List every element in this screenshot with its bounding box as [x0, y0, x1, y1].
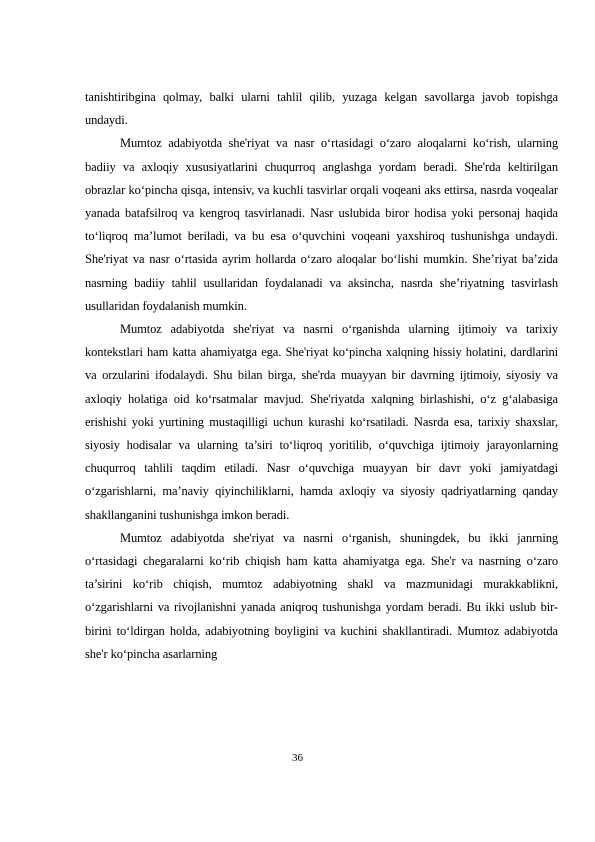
paragraph-poetry-prose-relations: Mumtoz adabiyotda she'riyat va nasr o‘rtasidagi o‘zaro aloqalarni ko‘rish, ularning badiiy va axloqiy xususiyatlarini chuqurroq anglashga yordam beradi. She'rda keltirilgan obrazlar ko‘pincha qisqa, intensiv, va kuchli tasvirlar orqali voqeani aks ettirsa, nasrda voqealar yanada batafsilroq va kengroq tasvirlanadi. Nasr uslubida biror hodisa yoki personaj haqida to‘liqroq ma’lumot beriladi, va bu esa o‘quvchini voqeani yaxshiroq tushunishga undaydi. She'riyat va nasr o‘rtasida ayrim hollarda o‘zaro aloqalar bo‘lishi mumkin. She’riyat ba’zida nasrning badiiy tahlil usullaridan foydalanadi va aksincha, nasrda she’riyatning tasvirlash usullaridan foydalanish mumkin.	[85, 136, 558, 313]
paragraph-genre-boundaries: Mumtoz adabiyotda she'riyat va nasrni o‘rganish, shuningdek, bu ikki janrning o‘rtasidagi chegaralarni ko‘rib chiqish ham katta ahamiyatga ega. She'r va nasrning o‘zaro ta’sirini ko‘rib chiqish, mumtoz adabiyotning shakl va mazmunidagi murakkablikni, o‘zgarishlarni va rivojlanishni yanada aniqroq tushunishga yordam beradi. Bu ikki uslub bir-birini to‘ldirgan holda, adabiyotning boyligini va kuchini shakllantiradi. Mumtoz adabiyotda she'r ko‘pincha asarlarning	[85, 530, 558, 661]
page-number: 36	[292, 752, 303, 764]
page-body	[85, 86, 558, 666]
paragraph-social-historical-context: Mumtoz adabiyotda she'riyat va nasrni o‘rganishda ularning ijtimoiy va tarixiy kontekstlari ham katta ahamiyatga ega. She'riyat ko‘pincha xalqning hissiy holatini, dardlarini va orzularini ifodalaydi. Shu bilan birga, she'rda muayyan bir davrning ijtimoiy, siyosiy va axloqiy holatiga oid ko‘rsatmalar mavjud. She'riyatda xalqning birlashishi, o‘z g‘alabasiga erishishi yoki yurtining mustaqilligi uchun kurashi ko‘rsatiladi. Nasrda esa, tarixiy shaxslar, siyosiy hodisalar va ularning ta’siri to‘liqroq yoritilib, o‘quvchiga ijtimoiy jarayonlarning chuqurroq tahlili taqdim etiladi. Nasr o‘quvchiga muayyan bir davr yoki jamiyatdagi o‘zgarishlarni, ma’naviy qiyinchiliklarni, hamda axloqiy va siyosiy qadriyatlarning qanday shakllanganini tushunishga imkon beradi.	[85, 322, 558, 522]
paragraph-continuation: tanishtiribgina qolmay, balki ularni tahlil qilib, yuzaga kelgan savollarga javob topishga undaydi.	[85, 90, 558, 128]
